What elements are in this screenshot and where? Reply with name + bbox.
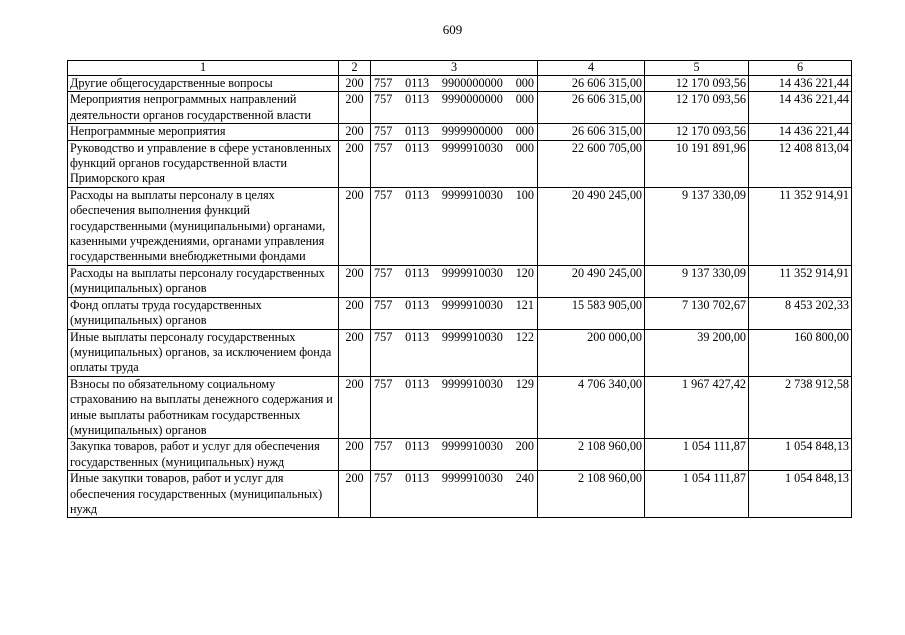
row-value-4: 2 108 960,00 <box>538 439 645 471</box>
ministry-code: 757 <box>374 76 393 90</box>
ministry-code: 757 <box>374 140 393 155</box>
section-code: 0113 <box>405 376 430 391</box>
row-value-6: 160 800,00 <box>749 329 852 376</box>
header-row <box>68 61 852 76</box>
row-value-6: 14 436 221,44 <box>749 76 852 92</box>
row-col2: 200 <box>339 265 371 297</box>
row-value-6: 11 352 914,91 <box>749 187 852 265</box>
table-row <box>68 140 852 187</box>
row-name: Мероприятия непрограммных направлений деятельности органов государственной власти <box>68 92 339 124</box>
ministry-code: 757 <box>374 329 393 344</box>
row-value-6: 14 436 221,44 <box>749 92 852 124</box>
section-code: 0113 <box>405 439 430 454</box>
ministry-code: 757 <box>374 376 393 391</box>
table-row <box>68 471 852 518</box>
target-code: 9990000000 <box>441 92 503 107</box>
target-code: 9999900000 <box>441 124 503 139</box>
row-codes <box>371 124 538 140</box>
row-value-4: 4 706 340,00 <box>538 376 645 439</box>
row-value-5: 12 170 093,56 <box>645 92 749 124</box>
section-code: 0113 <box>405 471 430 486</box>
row-col2: 200 <box>339 439 371 471</box>
target-code: 9999910030 <box>441 439 503 454</box>
expense-type-code: 121 <box>515 297 534 312</box>
expense-type-code: 000 <box>515 76 534 90</box>
row-value-5: 1 054 111,87 <box>645 439 749 471</box>
table-row <box>68 76 852 92</box>
row-value-4: 20 490 245,00 <box>538 187 645 265</box>
header-cell: 2 <box>339 61 371 76</box>
row-codes <box>371 439 538 471</box>
row-codes <box>371 92 538 124</box>
row-value-5: 10 191 891,96 <box>645 140 749 187</box>
expense-type-code: 122 <box>515 329 534 344</box>
page-number: 609 <box>442 22 463 37</box>
expense-type-code: 129 <box>515 376 534 391</box>
row-col2: 200 <box>339 187 371 265</box>
ministry-code: 757 <box>374 92 393 107</box>
ministry-code: 757 <box>374 471 393 486</box>
row-name: Иные выплаты персоналу государственных (муниципальных) органов, за исключением фонда оплаты труда <box>68 329 339 376</box>
section-code: 0113 <box>405 76 430 90</box>
row-col2: 200 <box>339 329 371 376</box>
row-codes <box>371 329 538 376</box>
header-cell: 5 <box>645 61 749 76</box>
row-codes <box>371 297 538 329</box>
target-code: 9999910030 <box>441 140 503 155</box>
row-name: Другие общегосударственные вопросы <box>68 76 339 92</box>
row-value-4: 15 583 905,00 <box>538 297 645 329</box>
row-value-4: 22 600 705,00 <box>538 140 645 187</box>
table-row <box>68 265 852 297</box>
table-row <box>68 297 852 329</box>
header-cell: 6 <box>749 61 852 76</box>
table-row <box>68 439 852 471</box>
row-name: Взносы по обязательному социальному страхованию на выплаты денежного содержания и иные выплаты работникам государственных (муниципальных) органов <box>68 376 339 439</box>
expense-type-code: 000 <box>515 124 534 139</box>
section-code: 0113 <box>405 124 430 139</box>
row-name: Расходы на выплаты персоналу в целях обеспечения выполнения функций государственными (муниципальными) органами, казенными учреждениями, органами управления государственными внебюджетными фондами <box>68 187 339 265</box>
row-value-5: 1 967 427,42 <box>645 376 749 439</box>
expense-type-code: 240 <box>515 471 534 486</box>
ministry-code: 757 <box>374 187 393 202</box>
section-code: 0113 <box>405 329 430 344</box>
row-name: Фонд оплаты труда государственных (муниципальных) органов <box>68 297 339 329</box>
expense-type-code: 000 <box>515 92 534 107</box>
row-value-5: 12 170 093,56 <box>645 76 749 92</box>
row-codes <box>371 265 538 297</box>
section-code: 0113 <box>405 140 430 155</box>
row-col2: 200 <box>339 140 371 187</box>
row-col2: 200 <box>339 297 371 329</box>
row-name: Закупка товаров, работ и услуг для обеспечения государственных (муниципальных) нужд <box>68 439 339 471</box>
section-code: 0113 <box>405 297 430 312</box>
row-value-4: 26 606 315,00 <box>538 124 645 140</box>
row-codes <box>371 140 538 187</box>
table-row <box>68 92 852 124</box>
row-value-6: 2 738 912,58 <box>749 376 852 439</box>
row-col2: 200 <box>339 471 371 518</box>
target-code: 9900000000 <box>441 76 503 90</box>
section-code: 0113 <box>405 92 430 107</box>
row-codes <box>371 471 538 518</box>
table-row <box>68 376 852 439</box>
row-col2: 200 <box>339 92 371 124</box>
row-value-6: 1 054 848,13 <box>749 439 852 471</box>
row-value-4: 200 000,00 <box>538 329 645 376</box>
row-value-5: 39 200,00 <box>645 329 749 376</box>
table-row <box>68 124 852 140</box>
row-value-4: 2 108 960,00 <box>538 471 645 518</box>
ministry-code: 757 <box>374 124 393 139</box>
target-code: 9999910030 <box>441 265 503 280</box>
section-code: 0113 <box>405 187 430 202</box>
row-col2: 200 <box>339 376 371 439</box>
row-value-6: 11 352 914,91 <box>749 265 852 297</box>
row-value-4: 26 606 315,00 <box>538 76 645 92</box>
target-code: 9999910030 <box>441 329 503 344</box>
table-row <box>68 187 852 265</box>
row-name: Расходы на выплаты персоналу государственных (муниципальных) органов <box>68 265 339 297</box>
row-name: Непрограммные мероприятия <box>68 124 339 140</box>
section-code: 0113 <box>405 265 430 280</box>
budget-table <box>67 60 852 518</box>
row-value-5: 12 170 093,56 <box>645 124 749 140</box>
ministry-code: 757 <box>374 439 393 454</box>
ministry-code: 757 <box>374 265 393 280</box>
row-value-4: 26 606 315,00 <box>538 92 645 124</box>
row-name: Иные закупки товаров, работ и услуг для обеспечения государственных (муниципальных) нужд <box>68 471 339 518</box>
row-value-4: 20 490 245,00 <box>538 265 645 297</box>
row-codes <box>371 76 538 92</box>
row-col2: 200 <box>339 124 371 140</box>
header-cell: 4 <box>538 61 645 76</box>
target-code: 9999910030 <box>441 297 503 312</box>
header-cell: 3 <box>371 61 538 76</box>
row-col2: 200 <box>339 76 371 92</box>
row-value-5: 9 137 330,09 <box>645 187 749 265</box>
header-cell: 1 <box>68 61 339 76</box>
row-name: Руководство и управление в сфере установленных функций органов государственной власти Приморского края <box>68 140 339 187</box>
expense-type-code: 200 <box>515 439 534 454</box>
expense-type-code: 100 <box>515 187 534 202</box>
ministry-code: 757 <box>374 297 393 312</box>
row-codes <box>371 187 538 265</box>
row-value-6: 12 408 813,04 <box>749 140 852 187</box>
row-value-5: 7 130 702,67 <box>645 297 749 329</box>
row-codes <box>371 376 538 439</box>
row-value-6: 14 436 221,44 <box>749 124 852 140</box>
expense-type-code: 000 <box>515 140 534 155</box>
row-value-6: 8 453 202,33 <box>749 297 852 329</box>
table-row <box>68 329 852 376</box>
target-code: 9999910030 <box>441 471 503 486</box>
expense-type-code: 120 <box>515 265 534 280</box>
row-value-6: 1 054 848,13 <box>749 471 852 518</box>
target-code: 9999910030 <box>441 187 503 202</box>
row-value-5: 9 137 330,09 <box>645 265 749 297</box>
table-body <box>68 76 852 518</box>
target-code: 9999910030 <box>441 376 503 391</box>
row-value-5: 1 054 111,87 <box>645 471 749 518</box>
